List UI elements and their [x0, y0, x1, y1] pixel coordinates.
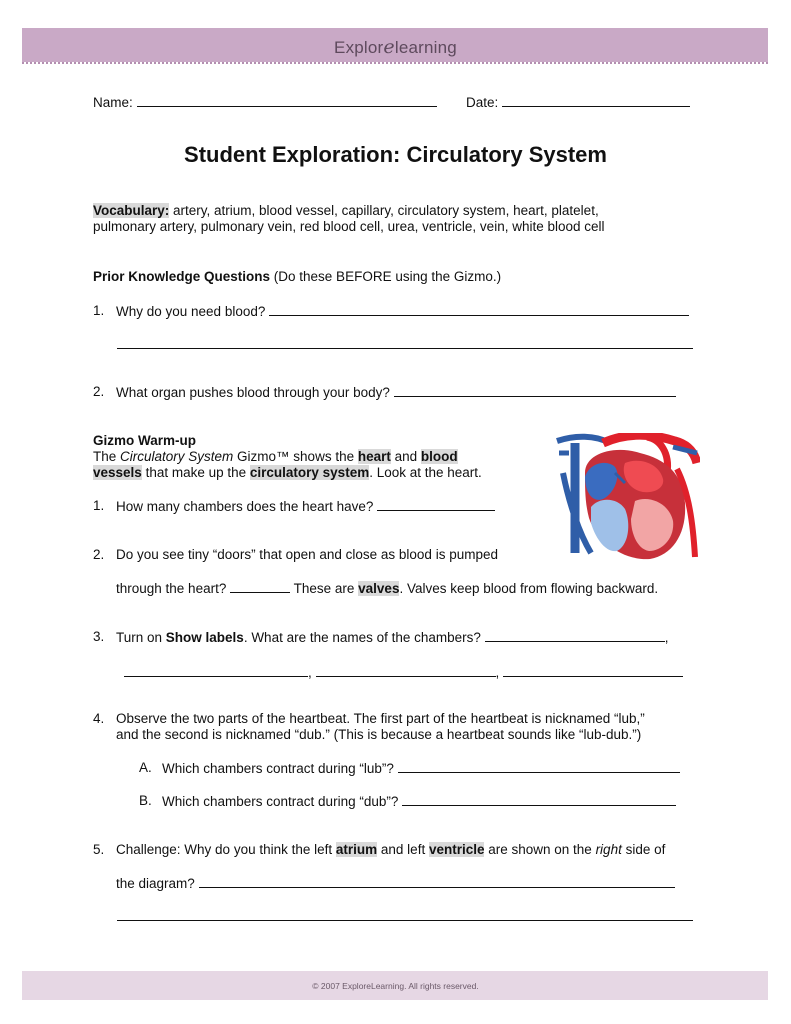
date-label: Date:	[466, 95, 499, 110]
vocabulary-line-2: pulmonary artery, pulmonary vein, red blood cell, urea, ventricle, vein, white blood cell	[93, 219, 605, 234]
name-label: Name:	[93, 95, 133, 110]
prior-question-2-text: What organ pushes blood through your body?	[116, 383, 676, 401]
warmup-question-3: Turn on Show labels. What are the names of the chambers? ,	[116, 630, 669, 645]
copyright-notice: © 2007 ExploreLearning. All rights reserved.	[312, 981, 479, 991]
warmup-question-3-number: 3.	[93, 629, 105, 644]
answer-blank[interactable]	[398, 759, 680, 773]
date-field[interactable]	[466, 93, 690, 111]
warmup-question-4-line-1: Observe the two parts of the heartbeat. The first part of the heartbeat is nicknamed “lub,”	[116, 711, 645, 726]
warmup-question-5-line-2: the diagram?	[116, 874, 675, 892]
answer-blank[interactable]	[230, 579, 290, 593]
warmup-question-4-number: 4.	[93, 711, 105, 726]
warmup-question-5-line-1: Challenge: Why do you think the left atrium and left ventricle are shown on the right side of	[116, 842, 666, 857]
answer-blank[interactable]	[402, 792, 676, 806]
vocabulary-terms-1: artery, atrium, blood vessel, capillary, circulatory system, heart, platelet,	[169, 203, 599, 218]
prior-knowledge-heading: Prior Knowledge Questions (Do these BEFORE using the Gizmo.)	[93, 269, 502, 284]
warmup-question-1-number: 1.	[93, 498, 105, 513]
warmup-question-5-number: 5.	[93, 842, 105, 857]
question-4b: Which chambers contract during “dub”?	[162, 792, 676, 810]
warmup-question-2-line-1: Do you see tiny “doors” that open and close as blood is pumped	[116, 547, 498, 562]
warmup-question-2-line-2: through the heart? These are valves. Valves keep blood from flowing backward.	[116, 581, 659, 596]
answer-blank[interactable]	[124, 663, 308, 677]
warmup-question-4-line-2: and the second is nicknamed “dub.” (This is because a heartbeat sounds like “lub-dub.”)	[116, 727, 642, 742]
answer-blank[interactable]	[269, 302, 689, 316]
answer-blank[interactable]	[316, 663, 496, 677]
answer-blank[interactable]	[485, 628, 665, 642]
question-4a-letter: A.	[139, 760, 152, 775]
name-blank[interactable]	[137, 93, 437, 107]
answer-blank[interactable]	[199, 874, 675, 888]
question-4b-letter: B.	[139, 793, 152, 808]
warmup-question-1: How many chambers does the heart have?	[116, 497, 495, 515]
answer-blank[interactable]	[377, 497, 495, 511]
answer-line[interactable]	[117, 920, 693, 921]
warmup-intro-line-2: vessels that make up the circulatory system. Look at the heart.	[93, 465, 482, 480]
brand-logo: Explorelearning	[334, 36, 457, 58]
prior-question-2: 2.	[93, 384, 105, 399]
name-field[interactable]	[93, 93, 437, 111]
vocabulary-line-1	[93, 202, 599, 219]
warmup-intro-line-1: The Circulatory System Gizmo™ shows the heart and blood	[93, 449, 458, 464]
page-title: Student Exploration: Circulatory System	[184, 142, 607, 167]
chamber-answer-blanks: , ,	[124, 663, 683, 681]
warmup-question-2-number: 2.	[93, 547, 105, 562]
question-4a: Which chambers contract during “lub”?	[162, 759, 680, 777]
date-blank[interactable]	[502, 93, 690, 107]
heart-diagram-illustration	[555, 433, 700, 561]
vocabulary-label: Vocabulary:	[93, 203, 170, 218]
answer-blank[interactable]	[394, 383, 676, 397]
prior-question-1: 1.	[93, 303, 105, 318]
answer-line[interactable]	[117, 348, 693, 349]
prior-question-1-text: Why do you need blood?	[116, 302, 689, 320]
header-dotted-rule	[22, 62, 768, 64]
warmup-heading: Gizmo Warm-up	[93, 433, 196, 448]
answer-blank[interactable]	[503, 663, 683, 677]
